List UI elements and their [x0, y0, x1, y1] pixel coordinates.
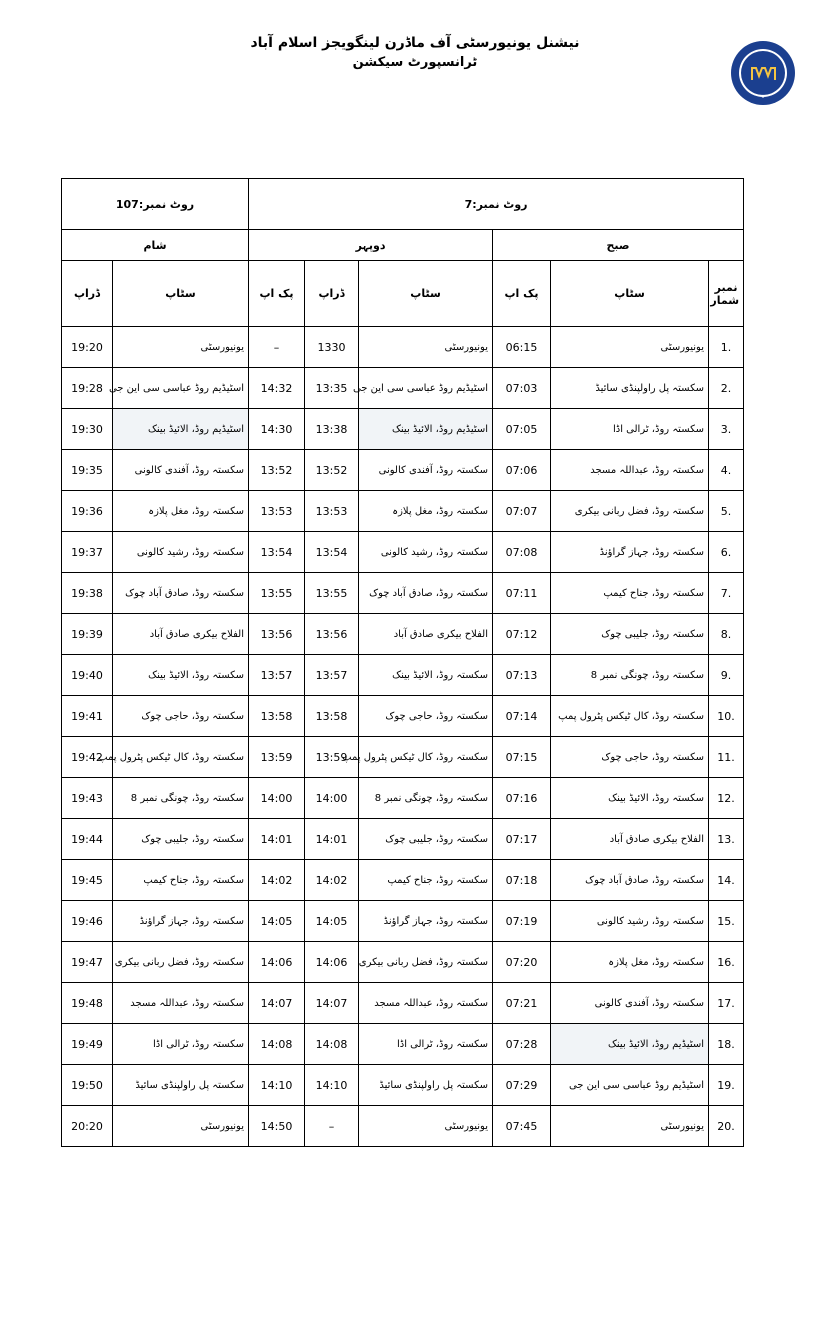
morning-stop-cell: سکستہ روڈ، چونگی نمبر 8 — [551, 655, 709, 696]
evening-stop-cell: سکستہ روڈ، کال ٹیکس پٹرول پمپ — [113, 737, 249, 778]
noon-stop-cell: سکستہ روڈ، حاجی چوک — [359, 696, 493, 737]
evening-stop-cell: سکستہ روڈ، صادق آباد چوک — [113, 573, 249, 614]
noon-drop-cell: 13:58 — [305, 696, 359, 737]
noon-pickup-cell: 13:52 — [249, 450, 305, 491]
evening-drop-cell: 19:41 — [62, 696, 113, 737]
evening-stop-cell: سکستہ روڈ، رشید کالونی — [113, 532, 249, 573]
table-row — [62, 655, 744, 696]
morning-pickup-cell: 07:03 — [493, 368, 551, 409]
evening-drop-cell: 19:38 — [62, 573, 113, 614]
morning-stop-cell: سکستہ روڈ، الائیڈ بینک — [551, 778, 709, 819]
table-row — [62, 942, 744, 983]
evening-stop-cell: سکستہ روڈ، الائیڈ بینک — [113, 655, 249, 696]
document-header — [200, 34, 630, 74]
table-row — [62, 409, 744, 450]
evening-drop-cell: 19:39 — [62, 614, 113, 655]
evening-stop-cell: یونیورسٹی — [113, 327, 249, 368]
morning-stop-cell: اسٹیڈیم روڈ، الائیڈ بینک — [551, 1024, 709, 1065]
morning-pickup-cell: 07:20 — [493, 942, 551, 983]
svg-text:★: ★ — [760, 94, 766, 100]
route-schedule-table — [61, 178, 744, 1147]
morning-pickup-cell: 07:29 — [493, 1065, 551, 1106]
morning-stop-cell: سکستہ روڈ، عبداللہ مسجد — [551, 450, 709, 491]
col-noon-pickup: پک اپ — [249, 261, 305, 327]
noon-stop-cell: سکستہ روڈ، چونگی نمبر 8 — [359, 778, 493, 819]
morning-pickup-cell: 07:08 — [493, 532, 551, 573]
noon-pickup-cell: 14:08 — [249, 1024, 305, 1065]
table-row — [62, 491, 744, 532]
morning-pickup-cell: 07:28 — [493, 1024, 551, 1065]
evening-drop-cell: 19:42 — [62, 737, 113, 778]
serial-cell: 6. — [709, 532, 744, 573]
noon-stop-cell: سکستہ روڈ، جہاز گراؤنڈ — [359, 901, 493, 942]
serial-cell: 3. — [709, 409, 744, 450]
evening-drop-cell: 19:45 — [62, 860, 113, 901]
noon-drop-cell: 13:56 — [305, 614, 359, 655]
evening-stop-cell: یونیورسٹی — [113, 1106, 249, 1147]
table-row — [62, 614, 744, 655]
noon-drop-cell: 14:00 — [305, 778, 359, 819]
noon-stop-cell: سکستہ روڈ، آفندی کالونی — [359, 450, 493, 491]
table-row — [62, 327, 744, 368]
morning-stop-cell: سکستہ روڈ، جہاز گراؤنڈ — [551, 532, 709, 573]
table-row — [62, 532, 744, 573]
period-noon: دوپہر — [249, 230, 493, 261]
morning-stop-cell: سکستہ پل راولپنڈی سائیڈ — [551, 368, 709, 409]
morning-pickup-cell: 07:17 — [493, 819, 551, 860]
morning-stop-cell: الفلاح بیکری صادق آباد — [551, 819, 709, 860]
schedule-rows — [62, 327, 744, 1147]
noon-stop-cell: سکستہ روڈ، جلیبی چوک — [359, 819, 493, 860]
noon-stop-cell: سکستہ روڈ، عبداللہ مسجد — [359, 983, 493, 1024]
noon-pickup-cell: 13:54 — [249, 532, 305, 573]
noon-drop-cell: 13:54 — [305, 532, 359, 573]
table-row — [62, 1106, 744, 1147]
col-serial: نمبر شمار — [709, 261, 744, 327]
noon-drop-cell: 14:05 — [305, 901, 359, 942]
route-7-title: روٹ نمبر:7 — [249, 179, 744, 230]
noon-pickup-cell: 14:00 — [249, 778, 305, 819]
morning-stop-cell: یونیورسٹی — [551, 1106, 709, 1147]
table-row — [62, 860, 744, 901]
col-noon-stop: سٹاپ — [359, 261, 493, 327]
serial-cell: 15. — [709, 901, 744, 942]
noon-stop-cell: اسٹیڈیم روڈ عباسی سی این جی — [359, 368, 493, 409]
noon-stop-cell: سکستہ روڈ، مغل پلازہ — [359, 491, 493, 532]
morning-pickup-cell: 07:18 — [493, 860, 551, 901]
morning-stop-cell: یونیورسٹی — [551, 327, 709, 368]
morning-stop-cell: سکستہ روڈ، رشید کالونی — [551, 901, 709, 942]
section-name: ٹرانسپورٹ سیکشن — [352, 55, 478, 70]
evening-stop-cell: سکستہ روڈ، آفندی کالونی — [113, 450, 249, 491]
col-morning-stop: سٹاپ — [551, 261, 709, 327]
noon-pickup-cell: 13:55 — [249, 573, 305, 614]
noon-drop-cell: 14:08 — [305, 1024, 359, 1065]
noon-drop-cell: 14:07 — [305, 983, 359, 1024]
noon-stop-cell: سکستہ روڈ، ٹرالی اڈا — [359, 1024, 493, 1065]
morning-stop-cell: سکستہ روڈ، جلیبی چوک — [551, 614, 709, 655]
period-morning: صبح — [493, 230, 744, 261]
morning-stop-cell: سکستہ روڈ، صادق آباد چوک — [551, 860, 709, 901]
morning-pickup-cell: 07:05 — [493, 409, 551, 450]
noon-stop-cell: الفلاح بیکری صادق آباد — [359, 614, 493, 655]
evening-stop-cell: سکستہ روڈ، چونگی نمبر 8 — [113, 778, 249, 819]
noon-stop-cell: یونیورسٹی — [359, 327, 493, 368]
table-row — [62, 983, 744, 1024]
morning-stop-cell: سکستہ روڈ، حاجی چوک — [551, 737, 709, 778]
serial-cell: 19. — [709, 1065, 744, 1106]
serial-cell: 12. — [709, 778, 744, 819]
morning-pickup-cell: 07:12 — [493, 614, 551, 655]
morning-stop-cell: اسٹیڈیم روڈ عباسی سی این جی — [551, 1065, 709, 1106]
serial-cell: 9. — [709, 655, 744, 696]
morning-stop-cell: سکستہ روڈ، آفندی کالونی — [551, 983, 709, 1024]
noon-pickup-cell: 13:56 — [249, 614, 305, 655]
evening-drop-cell: 19:28 — [62, 368, 113, 409]
evening-drop-cell: 19:50 — [62, 1065, 113, 1106]
evening-stop-cell: سکستہ پل راولپنڈی سائیڈ — [113, 1065, 249, 1106]
noon-drop-cell: 13:53 — [305, 491, 359, 532]
noon-drop-cell: 13:57 — [305, 655, 359, 696]
noon-pickup-cell: 14:06 — [249, 942, 305, 983]
serial-cell: 1. — [709, 327, 744, 368]
morning-pickup-cell: 07:21 — [493, 983, 551, 1024]
morning-pickup-cell: 07:45 — [493, 1106, 551, 1147]
evening-drop-cell: 19:48 — [62, 983, 113, 1024]
table-row — [62, 778, 744, 819]
evening-stop-cell: اسٹیڈیم روڈ، الائیڈ بینک — [113, 409, 249, 450]
noon-pickup-cell: 14:50 — [249, 1106, 305, 1147]
noon-pickup-cell: – — [249, 327, 305, 368]
serial-cell: 7. — [709, 573, 744, 614]
numl-seal-icon — [730, 40, 796, 106]
period-evening: شام — [62, 230, 249, 261]
serial-cell: 14. — [709, 860, 744, 901]
noon-stop-cell: سکستہ روڈ، فضل ربانی بیکری — [359, 942, 493, 983]
noon-drop-cell: 13:55 — [305, 573, 359, 614]
evening-drop-cell: 19:37 — [62, 532, 113, 573]
serial-cell: 16. — [709, 942, 744, 983]
evening-stop-cell: الفلاح بیکری صادق آباد — [113, 614, 249, 655]
col-noon-drop: ڈراپ — [305, 261, 359, 327]
serial-cell: 20. — [709, 1106, 744, 1147]
morning-stop-cell: سکستہ روڈ، فضل ربانی بیکری — [551, 491, 709, 532]
noon-drop-cell: 14:02 — [305, 860, 359, 901]
morning-pickup-cell: 07:14 — [493, 696, 551, 737]
table-row — [62, 573, 744, 614]
morning-pickup-cell: 07:11 — [493, 573, 551, 614]
evening-stop-cell: سکستہ روڈ، حاجی چوک — [113, 696, 249, 737]
table-row — [62, 819, 744, 860]
evening-drop-cell: 19:40 — [62, 655, 113, 696]
col-evening-drop: ڈراپ — [62, 261, 113, 327]
noon-stop-cell: یونیورسٹی — [359, 1106, 493, 1147]
col-morning-pickup: پک اپ — [493, 261, 551, 327]
noon-drop-cell: 13:59 — [305, 737, 359, 778]
table-row — [62, 450, 744, 491]
serial-cell: 17. — [709, 983, 744, 1024]
evening-drop-cell: 19:46 — [62, 901, 113, 942]
evening-stop-cell: سکستہ روڈ، جہاز گراؤنڈ — [113, 901, 249, 942]
noon-drop-cell: 1330 — [305, 327, 359, 368]
noon-stop-cell: سکستہ روڈ، الائیڈ بینک — [359, 655, 493, 696]
evening-drop-cell: 19:36 — [62, 491, 113, 532]
noon-pickup-cell: 14:05 — [249, 901, 305, 942]
morning-pickup-cell: 07:16 — [493, 778, 551, 819]
table-row — [62, 696, 744, 737]
evening-stop-cell: سکستہ روڈ، فضل ربانی بیکری — [113, 942, 249, 983]
morning-pickup-cell: 06:15 — [493, 327, 551, 368]
noon-stop-cell: سکستہ روڈ، کال ٹیکس پٹرول پمپ — [359, 737, 493, 778]
evening-drop-cell: 19:47 — [62, 942, 113, 983]
evening-stop-cell: سکستہ روڈ، جلیبی چوک — [113, 819, 249, 860]
evening-stop-cell: سکستہ روڈ، مغل پلازہ — [113, 491, 249, 532]
serial-cell: 11. — [709, 737, 744, 778]
noon-stop-cell: اسٹیڈیم روڈ، الائیڈ بینک — [359, 409, 493, 450]
evening-stop-cell: سکستہ روڈ، جناح کیمپ — [113, 860, 249, 901]
evening-drop-cell: 19:30 — [62, 409, 113, 450]
route-107-title: روٹ نمبر:107 — [62, 179, 249, 230]
serial-cell: 5. — [709, 491, 744, 532]
noon-pickup-cell: 14:07 — [249, 983, 305, 1024]
table-row — [62, 737, 744, 778]
noon-stop-cell: سکستہ روڈ، رشید کالونی — [359, 532, 493, 573]
noon-drop-cell: – — [305, 1106, 359, 1147]
morning-pickup-cell: 07:19 — [493, 901, 551, 942]
noon-pickup-cell: 14:32 — [249, 368, 305, 409]
noon-pickup-cell: 14:02 — [249, 860, 305, 901]
noon-drop-cell: 13:52 — [305, 450, 359, 491]
university-name: نیشنل یونیورسٹی آف ماڈرن لینگویجز اسلام آباد — [250, 35, 580, 51]
noon-drop-cell: 13:38 — [305, 409, 359, 450]
serial-cell: 2. — [709, 368, 744, 409]
morning-stop-cell: سکستہ روڈ، کال ٹیکس پٹرول پمپ — [551, 696, 709, 737]
table-row — [62, 1065, 744, 1106]
noon-pickup-cell: 13:57 — [249, 655, 305, 696]
evening-drop-cell: 19:35 — [62, 450, 113, 491]
morning-stop-cell: سکستہ روڈ، ٹرالی اڈا — [551, 409, 709, 450]
evening-drop-cell: 19:49 — [62, 1024, 113, 1065]
noon-pickup-cell: 14:01 — [249, 819, 305, 860]
morning-pickup-cell: 07:13 — [493, 655, 551, 696]
table-row — [62, 901, 744, 942]
noon-pickup-cell: 14:10 — [249, 1065, 305, 1106]
evening-drop-cell: 19:44 — [62, 819, 113, 860]
noon-pickup-cell: 13:58 — [249, 696, 305, 737]
evening-stop-cell: سکستہ روڈ، ٹرالی اڈا — [113, 1024, 249, 1065]
evening-drop-cell: 19:20 — [62, 327, 113, 368]
noon-drop-cell: 14:10 — [305, 1065, 359, 1106]
noon-pickup-cell: 13:59 — [249, 737, 305, 778]
evening-stop-cell: سکستہ روڈ، عبداللہ مسجد — [113, 983, 249, 1024]
serial-cell: 4. — [709, 450, 744, 491]
serial-cell: 10. — [709, 696, 744, 737]
serial-cell: 18. — [709, 1024, 744, 1065]
morning-pickup-cell: 07:15 — [493, 737, 551, 778]
noon-drop-cell: 14:01 — [305, 819, 359, 860]
noon-stop-cell: سکستہ پل راولپنڈی سائیڈ — [359, 1065, 493, 1106]
evening-drop-cell: 20:20 — [62, 1106, 113, 1147]
evening-drop-cell: 19:43 — [62, 778, 113, 819]
noon-stop-cell: سکستہ روڈ، جناح کیمپ — [359, 860, 493, 901]
morning-stop-cell: سکستہ روڈ، مغل پلازہ — [551, 942, 709, 983]
table-row — [62, 1024, 744, 1065]
noon-pickup-cell: 13:53 — [249, 491, 305, 532]
morning-stop-cell: سکستہ روڈ، جناح کیمپ — [551, 573, 709, 614]
evening-stop-cell: اسٹیڈیم روڈ عباسی سی این جی — [113, 368, 249, 409]
noon-stop-cell: سکستہ روڈ، صادق آباد چوک — [359, 573, 493, 614]
col-evening-stop: سٹاپ — [113, 261, 249, 327]
morning-pickup-cell: 07:07 — [493, 491, 551, 532]
serial-cell: 13. — [709, 819, 744, 860]
noon-pickup-cell: 14:30 — [249, 409, 305, 450]
serial-cell: 8. — [709, 614, 744, 655]
table-row — [62, 368, 744, 409]
noon-drop-cell: 14:06 — [305, 942, 359, 983]
noon-drop-cell: 13:35 — [305, 368, 359, 409]
morning-pickup-cell: 07:06 — [493, 450, 551, 491]
